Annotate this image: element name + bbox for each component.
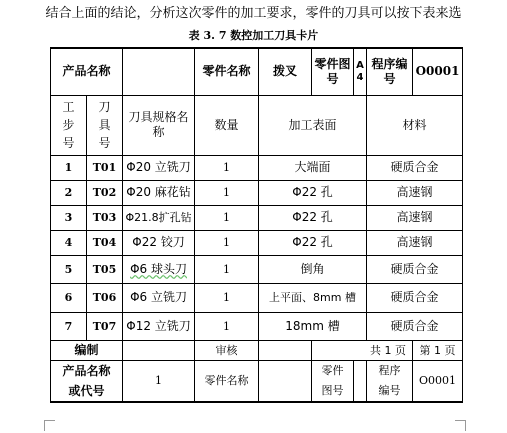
page-corner-mark-right: [455, 420, 466, 431]
footer-program-no-label: 程序编号: [367, 360, 413, 402]
row-tool: T07: [87, 312, 123, 340]
header-row: [51, 48, 463, 95]
tool-card-table: [50, 47, 463, 403]
row-surface: Φ22 孔: [259, 230, 367, 255]
part-name-label: 零件名称: [195, 48, 259, 95]
row-spec: Φ12 立铣刀: [123, 312, 195, 340]
row-surface: 大端面: [259, 155, 367, 180]
part-name-value: 拨叉: [259, 48, 312, 95]
footer-program-no-value: O0001: [413, 360, 463, 402]
drawing-no-label: 零件图号: [312, 48, 354, 95]
row-spec: Φ20 麻花钻: [123, 180, 195, 205]
row-qty: 1: [195, 312, 259, 340]
row-step: 7: [51, 312, 87, 340]
row-qty: 1: [195, 230, 259, 255]
pages-total: 共 1 页: [312, 340, 413, 360]
row-tool: T01: [87, 155, 123, 180]
row-spec: Φ6 立铣刀: [123, 283, 195, 312]
col-quantity: 数量: [195, 95, 259, 155]
col-step-no: 工步号: [51, 95, 87, 155]
table-row: [51, 312, 463, 340]
column-header-row: [51, 95, 463, 155]
footer-part-name-value: [259, 360, 312, 402]
row-material: 硬质合金: [367, 255, 463, 283]
row-spec: Φ21.8扩孔钻: [123, 205, 195, 230]
row-surface: 18mm 槽: [259, 312, 367, 340]
row-qty: 1: [195, 180, 259, 205]
row-step: 2: [51, 180, 87, 205]
row-tool: T05: [87, 255, 123, 283]
row-tool: T02: [87, 180, 123, 205]
row-step: 5: [51, 255, 87, 283]
row-surface: Φ22 孔: [259, 180, 367, 205]
compiled-value: [123, 340, 195, 360]
table-row: [51, 283, 463, 312]
row-tool: T06: [87, 283, 123, 312]
page-current: 第 1 页: [413, 340, 463, 360]
row-step: 6: [51, 283, 87, 312]
table-row: [51, 255, 463, 283]
col-tool-no: 刀具号: [87, 95, 123, 155]
row-spec: Φ20 立铣刀: [123, 155, 195, 180]
product-name-value: [123, 48, 195, 95]
row-material: 硬质合金: [367, 283, 463, 312]
compiled-label: 编制: [51, 340, 123, 360]
row-step: 3: [51, 205, 87, 230]
row-qty: 1: [195, 205, 259, 230]
table-row: [51, 155, 463, 180]
page-corner-mark-left: [44, 420, 55, 431]
table-row: [51, 205, 463, 230]
row-material: 硬质合金: [367, 312, 463, 340]
footer-drawing-no-label: 零件图号: [312, 360, 354, 402]
col-material: 材料: [367, 95, 463, 155]
row-step: 4: [51, 230, 87, 255]
product-code-label: 产品名称或代号: [51, 360, 123, 402]
table-caption: 表 3. 7 数控加工刀具卡片: [188, 29, 319, 42]
product-row: [51, 360, 463, 402]
row-tool: T03: [87, 205, 123, 230]
footer-drawing-no-value: [354, 360, 367, 402]
product-code-value: 1: [123, 360, 195, 402]
row-step: 1: [51, 155, 87, 180]
compile-row: [51, 340, 463, 360]
product-name-label: 产品名称: [51, 48, 123, 95]
footer-part-name-label: 零件名称: [195, 360, 259, 402]
col-tool-spec: 刀具规格名称: [123, 95, 195, 155]
program-no-label: 程序编号: [367, 48, 413, 95]
row-surface: Φ22 孔: [259, 205, 367, 230]
intro-text: 结合上面的结论，分析这次零件的加工要求，零件的刀具可以按下表来选: [45, 6, 462, 21]
program-no-value: O0001: [413, 48, 463, 95]
row-material: 高速钢: [367, 230, 463, 255]
row-spec-text: Φ6 球头刀: [130, 261, 187, 276]
table-row: [51, 230, 463, 255]
row-qty: 1: [195, 155, 259, 180]
row-material: 高速钢: [367, 205, 463, 230]
row-qty: 1: [195, 255, 259, 283]
row-spec: Φ22 铰刀: [123, 230, 195, 255]
row-tool: T04: [87, 230, 123, 255]
row-material: 高速钢: [367, 180, 463, 205]
row-surface: 倒角: [259, 255, 367, 283]
review-label: 审核: [195, 340, 259, 360]
review-value: [259, 340, 312, 360]
table-row: [51, 180, 463, 205]
row-material: 硬质合金: [367, 155, 463, 180]
row-qty: 1: [195, 283, 259, 312]
drawing-no-value: A4: [354, 48, 367, 95]
col-surface: 加工表面: [259, 95, 367, 155]
row-surface: 上平面、8mm 槽: [259, 283, 367, 312]
row-spec: [123, 255, 195, 283]
